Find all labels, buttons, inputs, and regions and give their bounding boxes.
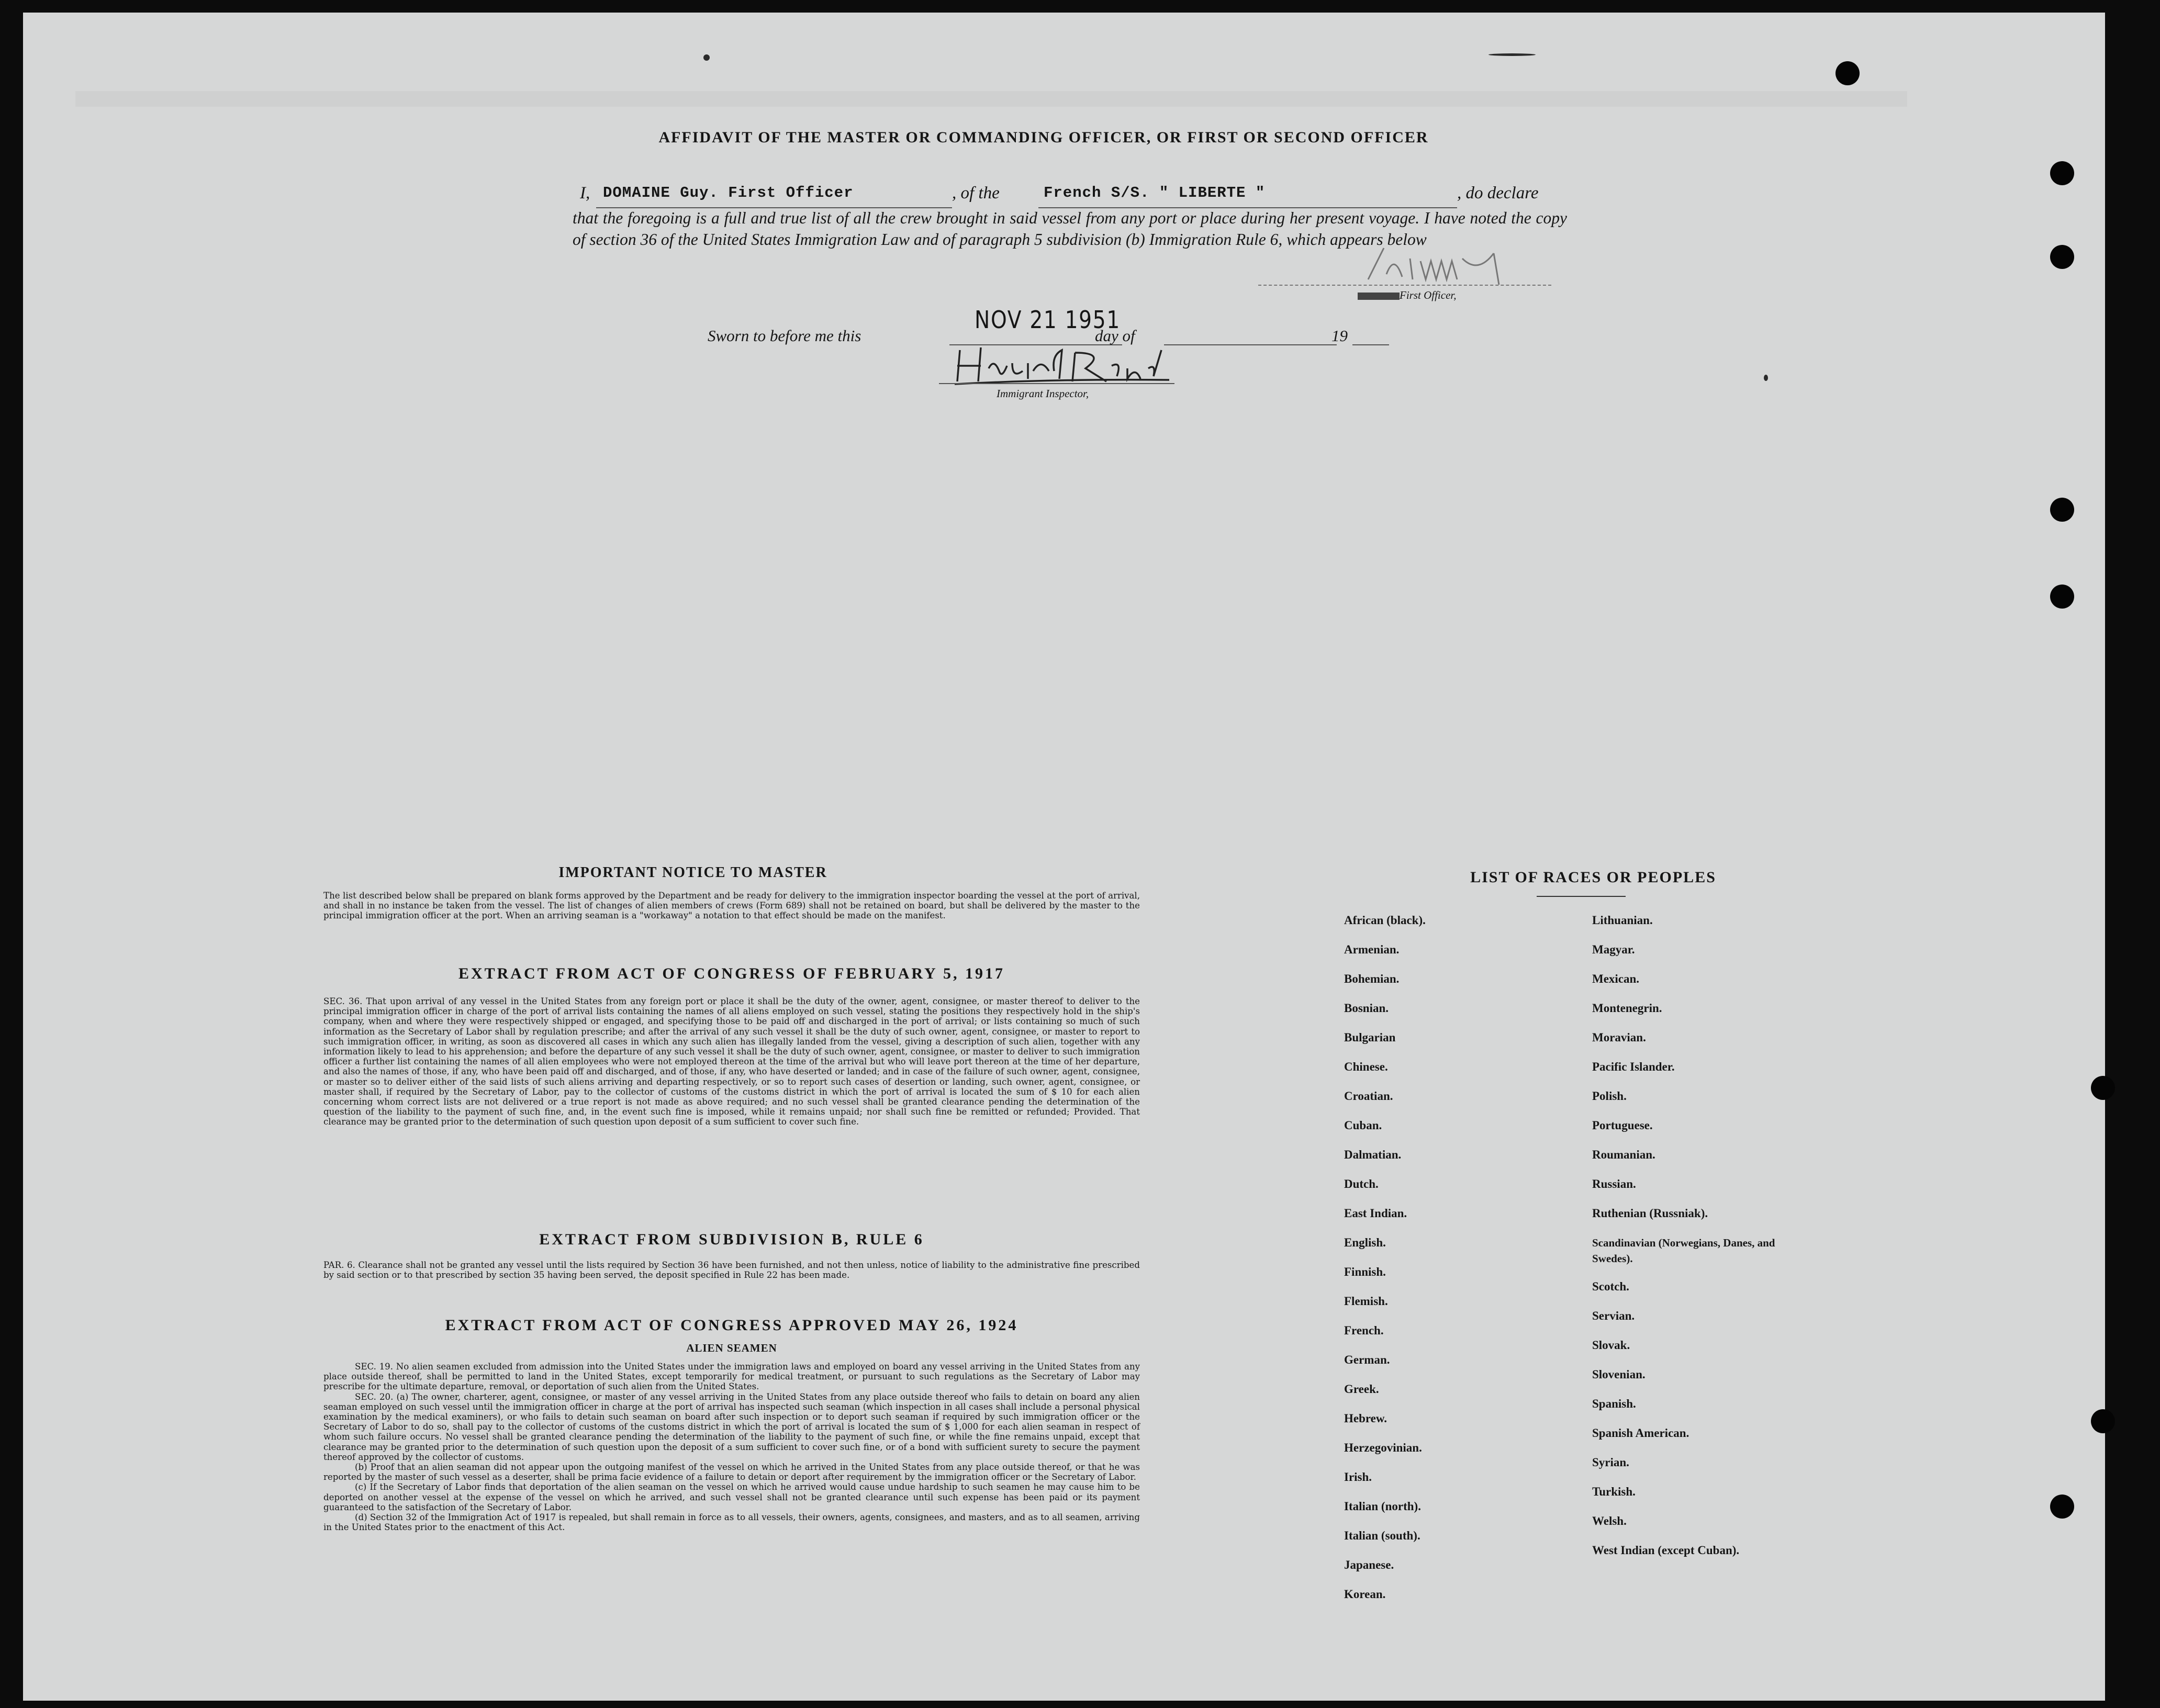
race-item: Herzegovinian.	[1344, 1441, 1422, 1454]
race-item: Bulgarian	[1344, 1031, 1396, 1044]
affidavit-line-prefix: I,	[580, 184, 590, 203]
date-stamp: NOV 21 1951	[975, 306, 1121, 334]
race-item: Bosnian.	[1344, 1002, 1389, 1015]
manifest-page	[23, 13, 2105, 1701]
race-item: Japanese.	[1344, 1558, 1394, 1571]
notice-body: The list described below shall be prepared on blank forms approved by the Department and be ready for delivery to the immigration inspector boarding the vessel at the port of arrival, and shall in no instance be taken from the vessel. The list of changes of alien members of crews (Form 689) shall not be retained on board, but shall be delivered by the master to the principal immigration officer at the port. When an arriving seaman is a "workaway" a notation to that effect should be made on the manifest.	[323, 891, 1140, 921]
race-item: Italian (south).	[1344, 1529, 1420, 1542]
bleed-through-mark	[75, 91, 1907, 107]
month-underline	[1164, 344, 1337, 345]
race-item: Flemish.	[1344, 1295, 1388, 1308]
year-prefix: 19	[1331, 327, 1348, 345]
officer-signature-line	[1258, 285, 1551, 286]
of-the-text: , of the	[952, 184, 1000, 203]
race-item: Montenegrin.	[1592, 1002, 1662, 1015]
race-item: Portuguese.	[1592, 1119, 1653, 1132]
race-item: African (black).	[1344, 914, 1426, 927]
race-item: English.	[1344, 1236, 1386, 1249]
day-of-text: day of	[1095, 327, 1135, 345]
officer-caption-text: First Officer,	[1400, 289, 1457, 301]
race-item: Mexican.	[1592, 972, 1640, 985]
race-item: Slovak.	[1592, 1339, 1630, 1352]
race-item: Moravian.	[1592, 1031, 1646, 1044]
punch-hole	[2091, 1076, 2115, 1100]
race-item: Dutch.	[1344, 1177, 1379, 1190]
ink-speck	[703, 54, 710, 61]
punch-hole	[2050, 161, 2074, 185]
punch-hole	[2050, 245, 2074, 269]
race-item: Greek.	[1344, 1383, 1379, 1396]
extract-1924-body	[323, 1362, 1140, 1532]
punch-hole	[2050, 1494, 2074, 1519]
race-item: Turkish.	[1592, 1485, 1636, 1498]
race-item: Polish.	[1592, 1089, 1627, 1103]
extract-1917-body: SEC. 36. That upon arrival of any vessel in the United States from any foreign port or place it shall be the duty of the owner, agent, consignee, or master thereof to deliver to the principal immigration officer in charge of the port of arrival lists containing the names of all aliens employed on such vessel, stating the positions they respectively hold in the ship's company, when and where they were respectively shipped or engaged, and specifying those to be paid off and discharged in the port of arrival; or lists containing so much of such information as the Secretary of Labor shall by regulation prescribe; and after the arrival of any such vessel it shall be the duty of such owner, agent, consignee, or master to report to such immigration officer, in writing, as soon as discovered all cases in which any such alien has illegally landed from the vessel, giving a description of such alien, together with any information likely to lead to his apprehension; and before the departure of any such vessel it shall be the duty of such owner, agent, consignee, or master to deliver to such immigration officer a further list containing the names of all alien employees who were not employed thereon at the time of the arrival but who will leave port thereon at the time of her departure, and also the names of those, if any, who have been paid off and discharged, and of those, if any, who have deserted or landed; and in case of the failure of such owner, agent, consignee, or master so to deliver either of the said lists of such aliens arriving and departing respectively, or so to report such cases of desertion or landing, such owner, agent, consignee, or master shall, if required by the Secretary of Labor, pay to the collector of customs of the customs district in which the port of arrival is located the sum of $ 10 for each alien concerning whom correct lists are not delivered or a true report is not made as above required; and no such vessel shall be granted clearance pending the determination of the question of the liability to the payment of such fine, and, in the event such fine is imposed, while it remains unpaid; nor shall such fine be remitted or refunded; Provided. That clearance may be granted prior to the determination of such question upon deposit of a sum sufficient to cover such fine.	[323, 996, 1140, 1127]
race-item: Korean.	[1344, 1588, 1386, 1601]
race-item: Cuban.	[1344, 1119, 1382, 1132]
ink-speck	[1764, 375, 1768, 381]
race-item: Italian (north).	[1344, 1500, 1421, 1513]
race-item: Hebrew.	[1344, 1412, 1387, 1425]
races-column-1	[1344, 913, 1522, 1616]
race-item: Russian.	[1592, 1177, 1636, 1190]
race-item: Scandinavian (Norwegians, Danes, and Swedes).	[1592, 1237, 1775, 1265]
extract-1924-subtitle: ALIEN SEAMEN	[686, 1342, 777, 1354]
race-item: East Indian.	[1344, 1207, 1407, 1220]
race-item: French.	[1344, 1324, 1384, 1337]
race-item: Bohemian.	[1344, 972, 1400, 985]
race-item: Spanish American.	[1592, 1426, 1689, 1440]
race-item: Magyar.	[1592, 943, 1635, 956]
officer-caption	[1358, 289, 1457, 302]
race-item: Dalmatian.	[1344, 1148, 1402, 1161]
race-item: Irish.	[1344, 1470, 1372, 1484]
punch-hole	[2091, 1409, 2115, 1433]
vessel-name-field: French S/S. " LIBERTE "	[1044, 184, 1266, 201]
section-20a-text: SEC. 20. (a) The owner, charterer, agent, consignee, or master of any vessel arriving in the United States from any place outside thereof who fails to detain on board any alien seaman employed on such vessel until the immigration officer in charge at the port of arrival has inspected such seaman (which inspection in all cases shall include a personal physical examination by the medical examiners), or who fails to detain such seaman on board after such inspection or to deport such seaman if required by such immigration officer or the Secretary of Labor to do so, shall pay to the collector of customs of the customs district in which the port of arrival is located the sum of $ 1,000 for each alien seaman in respect of whom such failure occurs. No vessel shall be granted clearance pending the determination of the liability to the payment of such fine, or while the fine remains unpaid, except that clearance may be granted prior to the determination of such question upon the deposit of a sum sufficient to cover such fine, or of a bond with sufficient surety to secure the payment thereof approved by the collector of customs.	[323, 1391, 1140, 1462]
races-title-underline	[1537, 896, 1626, 897]
redaction-block	[1358, 293, 1400, 300]
race-item: Chinese.	[1344, 1060, 1388, 1073]
sworn-text: Sworn to before me this	[708, 327, 861, 345]
affidavit-title: AFFIDAVIT OF THE MASTER OR COMMANDING OFFICER, OR FIRST OR SECOND OFFICER	[658, 129, 1429, 146]
race-item: Croatian.	[1344, 1089, 1393, 1103]
inspector-signature-line	[939, 383, 1174, 384]
race-item: Syrian.	[1592, 1456, 1629, 1469]
inspector-caption: Immigrant Inspector,	[997, 387, 1089, 400]
officer-signature	[1363, 243, 1562, 290]
notice-title: IMPORTANT NOTICE TO MASTER	[558, 864, 827, 881]
section-20c-text: (c) If the Secretary of Labor finds that deportation of the alien seaman on the vessel on which he arrived would cause undue hardship to such seamen he may cause him to be deported on another vessel at the expense of the vessel on which he arrived, and such vessel shall not be granted clearance until such expense has been paid or its payment guaranteed to the satisfaction of the Secretary of Labor.	[323, 1482, 1140, 1512]
race-item: Slovenian.	[1592, 1368, 1646, 1381]
inspector-signature	[949, 342, 1180, 389]
ink-speck	[1489, 53, 1536, 56]
extract-1917-title: EXTRACT FROM ACT OF CONGRESS OF FEBRUARY 5, 1917	[458, 965, 1005, 982]
extract-rule6-body: PAR. 6. Clearance shall not be granted any vessel until the lists required by Section 36 have been furnished, and not then unless, notice of liability to the administrative fine prescribed by said section or to that prescribed by section 35 having been served, the deposit specified in Rule 22 has been made.	[323, 1260, 1140, 1280]
section-20b-text: (b) Proof that an alien seaman did not appear upon the outgoing manifest of the vessel on which he arrived in the United States from any place outside thereof, or that he was reported by the master of such vessel as a deserter, shall be prima facie evidence of a failure to detain or deport after requirement by the immigration officer or the Secretary of Labor.	[323, 1462, 1140, 1482]
officer-name-field: DOMAINE Guy. First Officer	[603, 184, 854, 201]
race-item: Servian.	[1592, 1309, 1635, 1322]
race-item: Armenian.	[1344, 943, 1400, 956]
extract-rule6-title: EXTRACT FROM SUBDIVISION B, RULE 6	[539, 1231, 924, 1248]
race-item: West Indian (except Cuban).	[1592, 1544, 1740, 1557]
race-item: Spanish.	[1592, 1397, 1636, 1410]
punch-hole	[2050, 498, 2074, 522]
punch-hole	[2050, 585, 2074, 609]
section-19-text: SEC. 19. No alien seamen excluded from admission into the United States under the immigration laws and employed on board any vessel arriving in the United States from any place outside thereof, shall be permitted to land in the United States, except temporarily for medical treatment, or pursuant to such regulations as the Secretary of Labor may prescribe for the ultimate departure, removal, or deportation of such alien from the United States.	[323, 1362, 1140, 1392]
races-title: LIST OF RACES OR PEOPLES	[1470, 869, 1716, 886]
punch-hole	[1836, 61, 1860, 85]
race-item: Scotch.	[1592, 1280, 1629, 1293]
race-item: Pacific Islander.	[1592, 1060, 1675, 1073]
race-item: Welsh.	[1592, 1514, 1627, 1527]
race-item: Roumanian.	[1592, 1148, 1655, 1161]
year-underline	[1352, 344, 1389, 345]
extract-1924-title: EXTRACT FROM ACT OF CONGRESS APPROVED MAY 26, 1924	[445, 1317, 1019, 1334]
race-item: German.	[1344, 1353, 1390, 1366]
races-column-2	[1592, 913, 1791, 1572]
affidavit-body: that the foregoing is a full and true list of all the crew brought in said vessel from any port or place during her present voyage. I have noted the copy of section 36 of the United States Immigration Law and of paragraph 5 subdivision (b) Immigration Rule 6, which appears below	[573, 209, 1567, 249]
race-item: Ruthenian (Russniak).	[1592, 1207, 1708, 1220]
race-item: Lithuanian.	[1592, 914, 1653, 927]
race-item: Finnish.	[1344, 1265, 1386, 1278]
do-declare-text: , do declare	[1457, 184, 1539, 203]
section-20d-text: (d) Section 32 of the Immigration Act of 1917 is repealed, but shall remain in force as to all vessels, their owners, agents, consignees, and masters, and as to all seamen, arriving in the United States prior to the enactment of this Act.	[323, 1512, 1140, 1533]
